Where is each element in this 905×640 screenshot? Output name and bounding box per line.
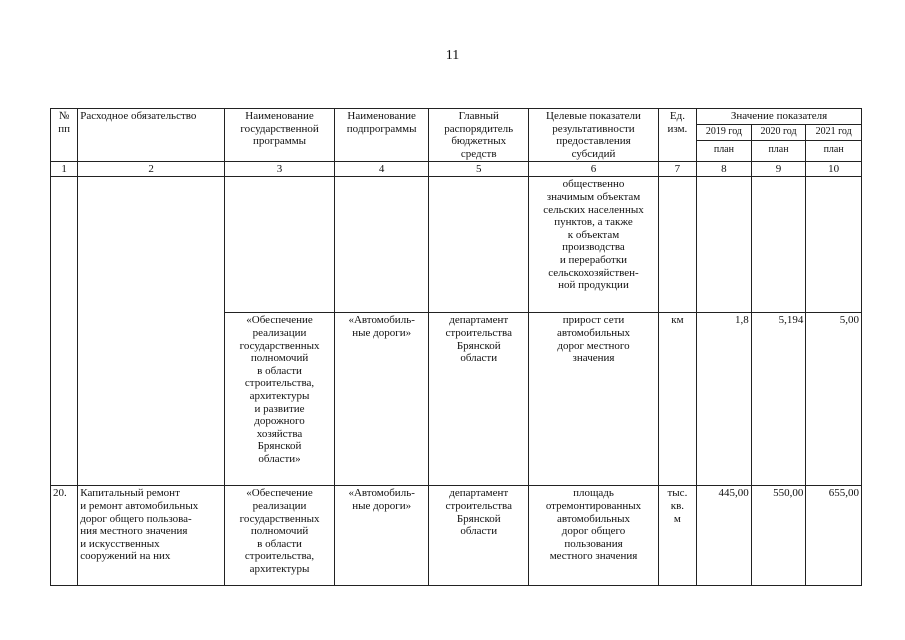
cell-line: автомобильных	[557, 512, 630, 525]
cell-line: тыс.	[667, 487, 688, 500]
cell-line: Ед.	[669, 110, 685, 122]
cell-line: ные дороги»	[352, 326, 412, 339]
cell-line: ния местного значения	[80, 525, 188, 538]
column-number: 2	[78, 162, 225, 177]
cell-line: Капитальный ремонт	[80, 487, 180, 500]
cell-line: архитектуры	[249, 389, 310, 402]
cell-line: дорог местного	[557, 339, 630, 352]
header-unit	[658, 109, 696, 162]
row-subprogram	[335, 486, 429, 586]
cell-line: полномочий	[250, 352, 309, 365]
row-value-2021: 655,00	[806, 486, 862, 586]
cell-line: значения	[572, 352, 615, 365]
header-subprogram	[335, 109, 429, 162]
column-number: 4	[335, 162, 429, 177]
cell-line: бюджетных	[451, 135, 507, 148]
cell-line: площадь	[573, 487, 614, 500]
column-number: 5	[429, 162, 529, 177]
cell-line: общественно	[562, 178, 625, 191]
cell-line: к объектам	[567, 228, 620, 241]
row-subprogram	[335, 177, 429, 313]
cell-line: Наименование	[347, 110, 416, 122]
cell-line: государственных	[239, 339, 320, 352]
cell-line: подпрограммы	[346, 122, 417, 135]
cell-line: сельских населенных	[543, 203, 644, 216]
table-row	[51, 177, 862, 313]
table-row	[51, 486, 862, 586]
cell-line: в области	[257, 364, 302, 377]
header-value-group: Значение показателя	[697, 109, 862, 125]
cell-line: и развитие	[254, 402, 305, 415]
header-plan-2019: план	[697, 141, 752, 162]
column-number-row	[51, 162, 862, 177]
cell-line: дорожного	[254, 415, 305, 428]
cell-line: департамент	[449, 487, 509, 500]
cell-line: «Обеспечение	[246, 487, 313, 500]
row-obligation	[78, 177, 225, 486]
column-number: 10	[806, 162, 862, 177]
row-unit	[658, 313, 696, 486]
column-number: 6	[529, 162, 658, 177]
cell-line: прирост сети	[562, 314, 625, 327]
row-num	[51, 177, 78, 486]
cell-line: строительства,	[244, 377, 315, 390]
row-unit	[658, 486, 696, 586]
row-value-2020	[751, 177, 806, 313]
cell-line: строительства,	[244, 550, 315, 563]
cell-line: №	[58, 110, 70, 122]
cell-line: реализации	[252, 326, 307, 339]
cell-line: архитектуры	[249, 562, 310, 575]
cell-line: результативности	[552, 122, 635, 135]
cell-line: субсидий	[571, 147, 616, 160]
cell-line: пп	[58, 122, 71, 135]
cell-line: дорог общего пользова-	[80, 512, 192, 525]
header-row	[51, 109, 862, 125]
cell-line: Главный	[458, 110, 499, 122]
header-manager	[429, 109, 529, 162]
cell-line: области»	[258, 452, 301, 465]
header-plan-2020: план	[751, 141, 806, 162]
cell-line: м	[673, 512, 681, 525]
header-year-2019: 2019 год	[697, 125, 752, 141]
row-value-2019: 445,00	[697, 486, 752, 586]
cell-line: государственных	[239, 512, 320, 525]
cell-line: пользования	[564, 537, 623, 550]
cell-line: км	[671, 314, 684, 327]
row-manager	[429, 486, 529, 586]
cell-line: ной продукции	[558, 279, 629, 292]
cell-line: реализации	[252, 499, 307, 512]
cell-line: сооружений на них	[80, 550, 171, 563]
column-number: 9	[751, 162, 806, 177]
cell-line: кв.	[670, 499, 685, 512]
header-targets	[529, 109, 658, 162]
cell-line: изм.	[667, 122, 688, 135]
cell-line: дорог общего	[561, 525, 626, 538]
cell-line: пунктов, а также	[554, 216, 633, 229]
cell-line: предоставления	[556, 135, 631, 148]
header-year-2021: 2021 год	[806, 125, 862, 141]
cell-line: местного значения	[549, 550, 638, 563]
cell-line: полномочий	[250, 525, 309, 538]
cell-line: автомобильных	[557, 326, 630, 339]
cell-line: хозяйства	[256, 427, 303, 440]
indicator-table	[50, 108, 862, 586]
row-value-2021	[806, 177, 862, 313]
cell-line: распорядитель	[444, 122, 514, 135]
cell-line: «Обеспечение	[246, 314, 313, 327]
row-unit	[658, 177, 696, 313]
row-value-2021: 5,00	[806, 313, 862, 486]
row-subprogram	[335, 313, 429, 486]
header-obligation: Расходное обязательство	[78, 109, 225, 162]
column-number: 7	[658, 162, 696, 177]
row-manager	[429, 313, 529, 486]
row-value-2019	[697, 177, 752, 313]
row-targets	[529, 313, 658, 486]
header-plan-2021: план	[806, 141, 862, 162]
cell-line: программы	[252, 135, 307, 148]
cell-line: строительства	[445, 499, 512, 512]
column-number: 8	[697, 162, 752, 177]
page-number: 11	[445, 48, 460, 63]
cell-line: области	[460, 525, 498, 538]
cell-line: строительства	[445, 326, 512, 339]
row-state-program	[224, 313, 334, 486]
cell-line: Брянской	[257, 440, 302, 453]
row-targets	[529, 177, 658, 313]
header-state-program	[224, 109, 334, 162]
cell-line: и переработки	[559, 253, 628, 266]
cell-line: средств	[460, 147, 497, 160]
cell-line: сельскохозяйствен-	[548, 266, 639, 279]
cell-line: «Автомобиль-	[348, 487, 415, 500]
column-number: 3	[224, 162, 334, 177]
cell-line: и ремонт автомобильных	[80, 499, 199, 512]
row-state-program	[224, 486, 334, 586]
row-value-2020: 5,194	[751, 313, 806, 486]
cell-line: Целевые показатели	[546, 110, 641, 122]
cell-line: значимым объектам	[546, 190, 641, 203]
cell-line: отремонтированных	[545, 499, 642, 512]
cell-line: Брянской	[456, 512, 501, 525]
cell-line: Брянской	[456, 339, 501, 352]
column-number: 1	[51, 162, 78, 177]
cell-line: в области	[257, 537, 302, 550]
cell-line: области	[460, 352, 498, 365]
header-year-2020: 2020 год	[751, 125, 806, 141]
cell-line: «Автомобиль-	[348, 314, 415, 327]
row-num: 20.	[51, 486, 78, 586]
row-manager	[429, 177, 529, 313]
cell-line: ные дороги»	[352, 499, 412, 512]
row-state-program	[224, 177, 334, 313]
row-value-2019: 1,8	[697, 313, 752, 486]
cell-line: государственной	[240, 122, 319, 135]
header-num	[51, 109, 78, 162]
cell-line: и искусственных	[80, 537, 160, 550]
row-obligation	[78, 486, 225, 586]
row-targets	[529, 486, 658, 586]
row-value-2020: 550,00	[751, 486, 806, 586]
cell-line: производства	[562, 241, 625, 254]
cell-line: департамент	[449, 314, 509, 327]
cell-line: Наименование	[245, 110, 314, 122]
